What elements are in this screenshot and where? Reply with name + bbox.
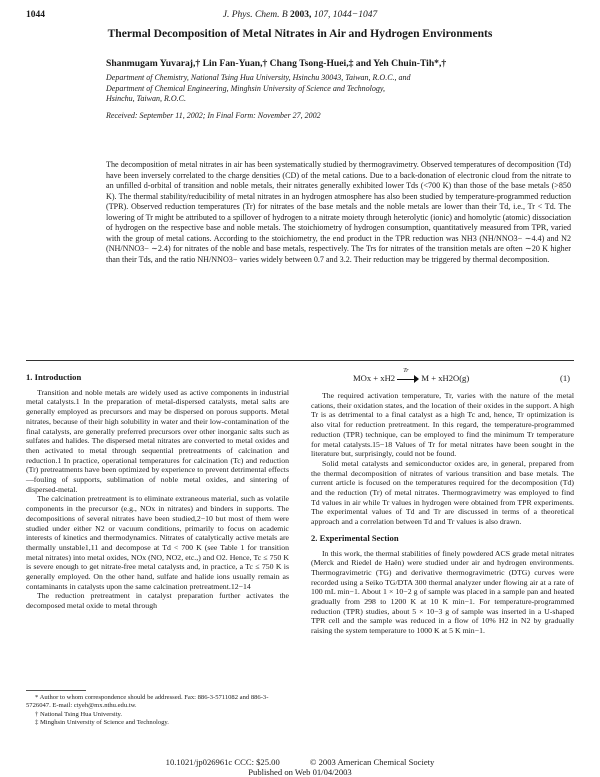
footnote-affiliation: ‡ Minghsin University of Science and Technology. <box>35 718 169 726</box>
affiliation-line: Department of Chemistry, National Tsing Hua University, Hsinchu 30043, Taiwan, R.O.C., and <box>106 73 411 82</box>
footnotes <box>26 694 289 727</box>
article-title: Thermal Decomposition of Metal Nitrates in Air and Hydrogen Environments <box>107 27 493 40</box>
journal-citation <box>26 10 574 20</box>
journal-year: 2003, <box>290 10 312 20</box>
publication-date: Published on Web 01/04/2003 <box>248 767 352 777</box>
equation-left: MOx + xH2 <box>353 373 396 383</box>
author-list: Shanmugam Yuvaraj,† Lin Fan-Yuan,† Chang Tsong-Huei,‡ and Yeh Chuin-Tih*,† <box>106 58 447 69</box>
footnote-affiliation: † National Tsing Hua University. <box>35 710 123 718</box>
abstract: The decomposition of metal nitrates in air has been systematically studied by thermogravimetry. Observed temperatures of decomposition (Td) have been inversely correlated to the charge densities (CD) of the metal cations. Due to a back-donation of electronic cloud from the nitrate to an unfilled d-orbital of transition and noble metals, their nitrates generally exhibited lower Tds (<700 K) than those of the base metals (>850 K). The thermal stability/reducibility of metal nitrates in an hydrogen atmosphere has also been studied by temperature-programmed reduction (TPR). Observed reduction temperatures (Tr) for nitrates of the base metals and the noble metals are lower than their Td, i.e., Tr < Td. The lowering of Tr might be attributed to a spillover of hydrogen to a nitrate moiety through heterolytic (ionic) and homolytic (atomic) dissociation of hydrogen on the respective base and noble metals. The stoichiometry of hydrogen consumption, quantitatively measured from TPR, varied with the group of metal cations. According to the stoichiometry, the end product in the TPR reduction was NH3 (NH/NNO3− ∼4.4) and N2 (NH/NNO3− ∼2.4) for nitrates of the noble and base metals, respectively. The Trs for nitrates of the transition metals are often ∼20 K higher than their Tds, and the ratio NH/NNO3− varies widely between 0.7 and 3.2. Their reduction may be triggered by thermal decomposition. <box>106 160 571 264</box>
equation-right: M + xH2O(g) <box>421 373 470 383</box>
section-heading-experimental: 2. Experimental Section <box>311 532 399 543</box>
affiliation-line: Department of Chemical Engineering, Minghsin University of Science and Technology, <box>106 83 385 93</box>
equation-number: (1) <box>559 373 570 383</box>
equation-body <box>353 368 470 384</box>
page-footer <box>0 757 600 777</box>
received-dates: Received: September 11, 2002; In Final Form: November 27, 2002 <box>106 111 321 120</box>
arrow-label: Tr <box>403 368 409 375</box>
footnote-rule <box>26 690 86 691</box>
affiliation-line: Hsinchu, Taiwan, R.O.C. <box>106 94 186 103</box>
journal-name: J. Phys. Chem. B <box>222 10 288 20</box>
journal-volume-pages: 107, 1044−1047 <box>313 10 378 20</box>
body-paragraph: The required activation temperature, Tr, varies with the nature of the metal cations, their oxidation states, and the location of their oxides in the support. A high Tr is as detrimental to a final catalyst as a high Tc and, hence, Tr optimization is also vital for reduction pretreatment. In this regard, the temperature-programmed reduction (TPR) technique, can be employed to find the minimum Tr temperature for metal catalysts.15−18 Values of Tr for metal nitrates have been sought in the literature but, surprisingly, could not be found. <box>311 391 574 459</box>
experimental-paragraph: In this work, the thermal stabilities of finely powdered ACS grade metal nitrates (Merck and Riedel de Haën) were studied under air and hydrogen environments. Thermogravimetric (TG) and derivative thermogravimetric (DTG) curves were recorded using a Seiko TG/DTA 300 thermal analyzer under flowing air at a rate of 100 mL min−1. About 1 × 10−2 g of sample was placed in a sample pan and heated gradually from 298 to 1200 K at 10 K min−1. For temperature-programmed reduction (TPR) studies, about 5 × 10−3 g of sample was inserted in a U-shaped TPR cell and the sample was reduced in a flow of 10% H2 in N2 by gradually raising the system temperature to 1000 K at 5 K min−1. <box>311 548 574 636</box>
intro-paragraph: Transition and noble metals are widely used as active components in industrial metal catalysts.1 In the preparation of metal-dispersed catalysts, metal salts are generally employed as precursors and may be dispersed on porous supports. Metal nitrates, because of their high solubility in water and their low-contamination of the final catalysts, are generally preferred precursors over other inorganic salts such as sulfates and halides. The dispersed metal nitrates are converted to metal oxides and then activated to metal through sequential pretreatments of calcination and reduction.1 In practice, operational temperatures for calcination (Tc) and reduction (Tr) pretreatments have been optimized by experience to prevent detrimental effects—fouling of supports, sublimation of noble metal oxides, and sintering of dispersed-metal. <box>26 387 289 494</box>
footnote-corresponding: * Author to whom correspondence should be addressed. Fax: 886-3-5711082 and 886-3-5726047. E-mail: ctyeh@mx.nthu.edu.tw. <box>26 694 269 710</box>
equation-1 <box>311 368 574 387</box>
intro-paragraph: The calcination pretreatment is to eliminate extraneous material, such as volatile components in the precursor (e.g., NOx in nitrates) and binders in supports. The decompositions of several nitrates have been studied,2−10 but most of them were studied under either N2 or vacuum conditions, primarily to focus on academic interests of kinetics and thermodynamics. Nitrates of catalytically active metals are thermally unstable1,11 and decompose at Td < 700 K (see Table 1 for transition metal nitrates) into metal oxides, NOx (NO, NO2, etc.,) and O2. Hence, Tc ≤ 750 K is severe enough to get nitrate-free metal catalysts and, in practice, a Tc ≤ 750 K is generally employed. On the other hand, sulfate and halide ions usually remain as contaminants in catalysts upon the same calcination pretreatment.12−14 <box>26 494 289 591</box>
affiliations <box>106 73 574 105</box>
doi-line: 10.1021/jp026961c CCC: $25.00 <box>165 757 280 767</box>
page-number: 1044 <box>26 10 45 20</box>
section-divider <box>26 360 574 361</box>
section-heading-introduction: 1. Introduction <box>26 372 82 382</box>
left-column <box>26 371 289 611</box>
body-paragraph: Solid metal catalysts and semiconductor oxides are, in general, prepared from the thermal decomposition of nitrates of various transition and base metals. The current article is focused on the temperatures required for the decomposition (Td) and the reduction (Tr) of metal nitrates. Thermogravimetry was employed to find Td values in air while Tr values in hydrogen were obtained from TPR experiments. The experimental values of Td and Tr are discussed in terms of a theoretical approach and a correlation between Td and Tr values is also drawn. <box>311 458 574 527</box>
running-header <box>26 10 574 24</box>
footer-row <box>0 757 600 767</box>
reaction-arrow-icon <box>397 368 419 383</box>
right-column <box>311 368 574 636</box>
copyright-line: © 2003 American Chemical Society <box>309 757 435 767</box>
intro-paragraph: The reduction pretreatment in catalyst preparation further activates the decomposed metal oxide to metal through <box>26 591 289 611</box>
